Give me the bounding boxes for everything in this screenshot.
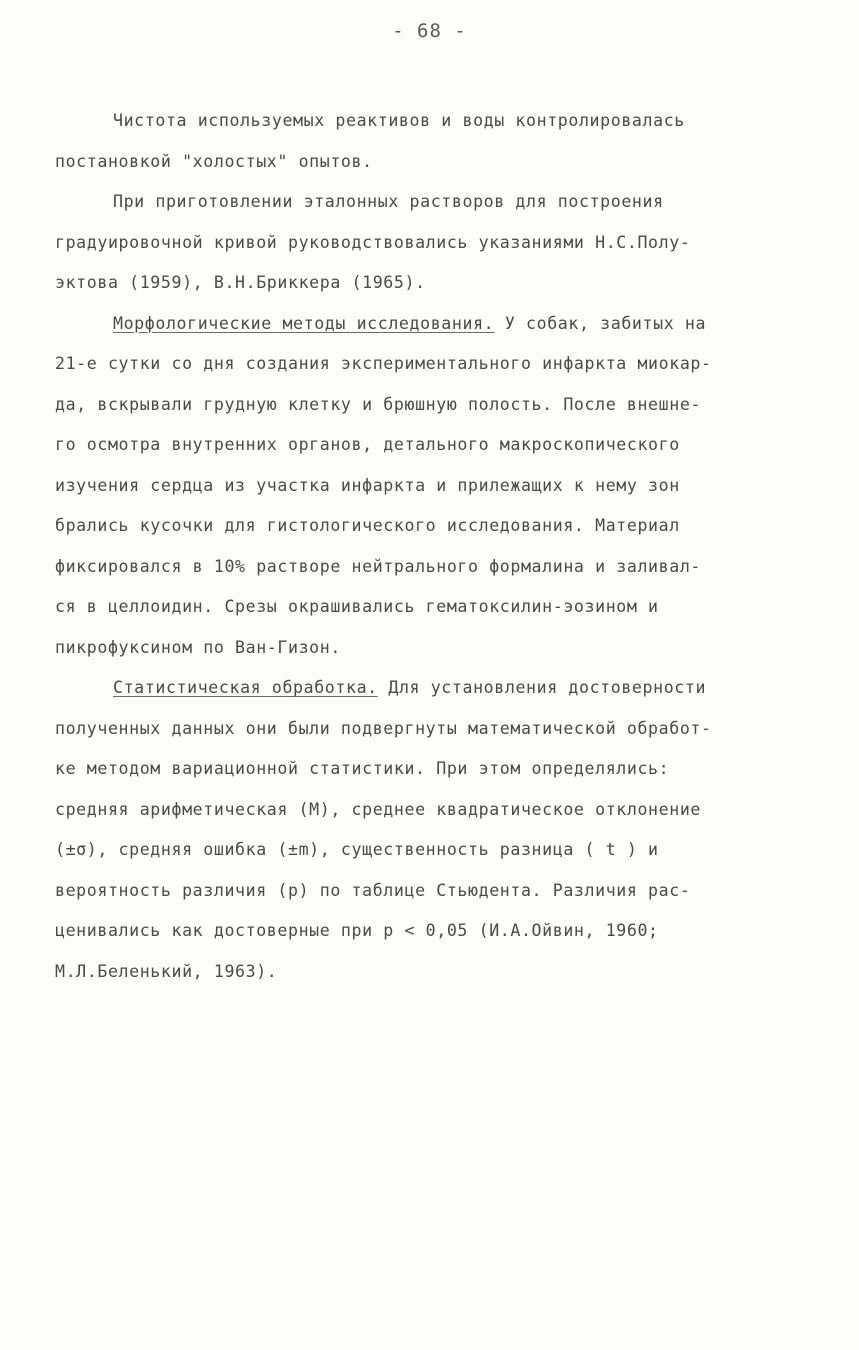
text-line: У собак, забитых на xyxy=(504,313,707,333)
section-line-morphology xyxy=(55,304,800,345)
text-line: постановкой "холостых" опытов. xyxy=(55,151,373,171)
text-line: вероятность различия (р) по таблице Стьюдента. Различия рас- xyxy=(55,880,691,900)
text-line: (±σ), средняя ошибка (±m), существенность разница ( t ) и xyxy=(55,840,659,859)
section-heading-morphology: Морфологические методы исследования. xyxy=(113,313,495,333)
text-line: ся в целлоидин. Срезы окрашивались гематоксилин-эозином и xyxy=(55,597,659,616)
text-line: эктова (1959), В.Н.Бриккера (1965). xyxy=(55,273,426,292)
text-line: полученных данных они были подвергнуты математической обработ- xyxy=(55,718,712,738)
section-heading-statistics: Статистическая обработка. xyxy=(113,678,378,697)
text-line: ке методом вариационной статистики. При этом определялись: xyxy=(55,759,670,778)
page-number: - 68 - xyxy=(392,20,467,42)
text-line: фиксировался в 10% растворе нейтрального формалина и заливал- xyxy=(55,556,702,576)
text-line: изучения сердца из участка инфаркта и прилежащих к нему зон xyxy=(55,475,680,495)
text-line: При приготовлении эталонных растворов для построения xyxy=(113,192,664,211)
text-line: 21-е сутки со дня создания экспериментального инфаркта миокар- xyxy=(55,354,712,373)
text-line: средняя арифметическая (М), среднее квадратическое отклонение xyxy=(55,799,702,819)
text-line: пикрофуксином по Ван-Гизон. xyxy=(55,637,341,657)
text-line: ценивались как достоверные при р < 0,05 (И.А.Ойвин, 1960; xyxy=(55,921,659,940)
text-line: Для установления достоверности xyxy=(388,678,707,697)
document-body xyxy=(55,101,800,992)
text-line: го осмотра внутренних органов, детального макроскопического xyxy=(55,435,680,454)
text-line: М.Л.Беленький, 1963). xyxy=(55,961,278,981)
text-line: градуировочной кривой руководствовались указаниями Н.С.Полу- xyxy=(55,232,691,252)
text-line: Чистота используемых реактивов и воды контролировалась xyxy=(113,111,685,130)
text-line: брались кусочки для гистологического исследования. Материал xyxy=(55,516,680,535)
text-line: да, вскрывали грудную клетку и брюшную полость. После внешне- xyxy=(55,394,702,414)
section-line-statistics xyxy=(55,668,800,709)
